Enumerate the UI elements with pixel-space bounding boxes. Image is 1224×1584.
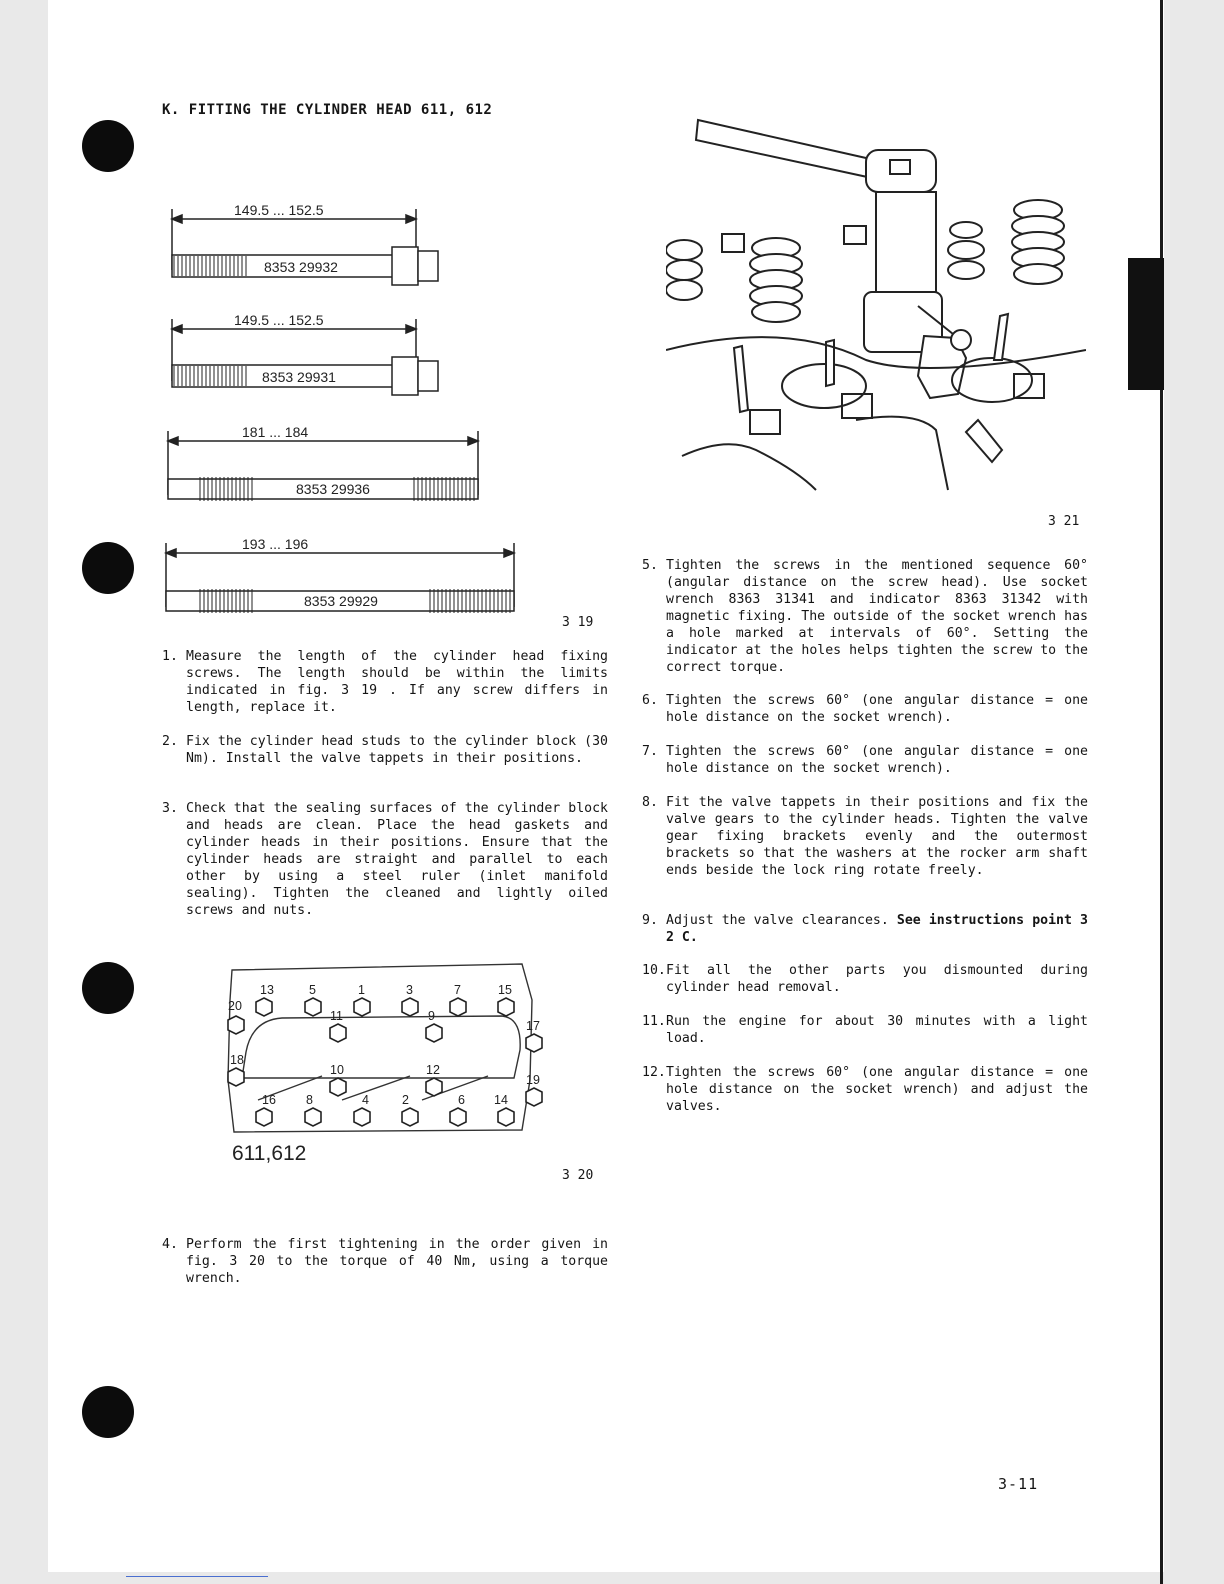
screw-part-number: 8353 29936 [296,481,370,497]
bolt-number: 13 [260,983,274,997]
step-item [162,733,608,767]
step-item [642,794,1088,879]
screw-length-label: 149.5 ... 152.5 [234,312,324,328]
step-text: Tighten the screws 60° (one angular distance = one hole distance on the socket wrench). [666,693,1088,725]
step-text: Adjust the valve clearances. [666,913,889,928]
step-number: 10. [642,963,666,978]
bolt-number: 1 [358,983,365,997]
screw-part-number: 8353 29929 [304,593,378,609]
step-number: 5. [642,558,658,573]
step-number: 7. [642,744,658,759]
step-number: 12. [642,1065,666,1080]
screw-part-number: 8353 29931 [262,369,336,385]
tightening-order-figure [222,960,552,1170]
bolt-number: 8 [306,1093,313,1107]
step-number: 4. [162,1237,178,1252]
step-item [642,1064,1088,1115]
step-item [642,557,1088,676]
section-title: K. FITTING THE CYLINDER HEAD 611, 612 [162,102,493,118]
step-text: Measure the length of the cylinder head fixing screws. The length should be within the limits indicated in fig. 3 19 . If any screw differs in length, replace it. [186,649,608,715]
bolt-number: 11 [330,1009,343,1023]
bolt-number: 18 [230,1053,244,1067]
step-item [642,1013,1088,1047]
bolt-number: 9 [428,1009,435,1023]
bolt-number: 10 [330,1063,344,1077]
figure-caption: 3 21 [1048,514,1080,529]
binder-hole [82,1386,134,1438]
section-thumb-tab [1128,258,1164,390]
step-text: Check that the sealing surfaces of the cylinder block and heads are clean. Place the head gaskets and cylinder heads in their positions. Ensure that the cylinder heads are straight and parallel to each other by using a steel ruler (inlet manifold sealing). Tighten the cleaned and lightly oiled screws and nuts. [186,801,608,918]
step-item [642,692,1088,726]
bolt-number: 16 [262,1093,276,1107]
bolt-number: 6 [458,1093,465,1107]
screw-length-label: 181 ... 184 [242,424,309,440]
bolt-number: 20 [228,999,242,1013]
binder-hole [82,962,134,1014]
step-item [162,648,608,716]
step-text: Perform the first tightening in the order given in fig. 3 20 to the torque of 40 Nm, using a torque wrench. [186,1237,608,1286]
binder-hole [82,120,134,172]
bolt-number: 17 [526,1019,540,1033]
step-item [162,800,608,919]
footer-link-line [126,1576,268,1577]
bolt-number: 5 [309,983,316,997]
step-text: Tighten the screws in the mentioned sequence 60° (angular distance on the screw head). Use socket wrench 8363 31341 and indicator 8363 31342 with magnetic fixing. The outside of the socket wrench has a hole marked at intervals of 60°. Setting the indicator at the holes helps tighten the screw to the correct torque. [666,558,1088,675]
bolt-number: 19 [526,1073,540,1087]
step-text: Tighten the screws 60° (one angular distance = one hole distance on the socket wrench). [666,744,1088,776]
step-text: Fit all the other parts you dismounted during cylinder head removal. [666,963,1088,995]
step-text: Fix the cylinder head studs to the cylinder block (30 Nm). Install the valve tappets in their positions. [186,734,608,766]
page-edge-rule [1160,0,1163,1584]
step-number: 8. [642,795,658,810]
step-number: 3. [162,801,178,816]
binder-hole [82,542,134,594]
step-item [642,962,1088,996]
step-number: 11. [642,1014,666,1029]
step-item [162,1236,608,1287]
bolt-number: 15 [498,983,512,997]
screw-length-label: 193 ... 196 [242,536,309,552]
step-item [642,912,1088,946]
screw-part-number: 8353 29932 [264,259,338,275]
screw-lengths-figure [160,195,530,625]
socket-wrench-figure [666,110,1086,505]
page-number: 3-11 [998,1475,1039,1493]
bolt-number: 14 [494,1093,508,1107]
bolt-number: 12 [426,1063,440,1077]
bolt-number: 4 [362,1093,369,1107]
bolt-number: 7 [454,983,461,997]
step-text: Run the engine for about 30 minutes with a light load. [666,1014,1088,1046]
step-number: 9. [642,913,658,928]
engine-model-label: 611,612 [232,1142,307,1165]
step-number: 1. [162,649,178,664]
step-text: Fit the valve tappets in their positions and fix the valve gears to the cylinder heads. Tighten the valve gear fixing brackets evenly and the outermost brackets so that the washers at the rocker arm shaft ends beside the lock ring rotate freely. [666,795,1088,878]
screw-length-label: 149.5 ... 152.5 [234,202,324,218]
bolt-number: 2 [402,1093,409,1107]
figure-caption: 3 20 [562,1168,594,1183]
figure-caption: 3 19 [562,615,594,630]
bolt-number: 3 [406,983,413,997]
step-reference: See instructions point 3 2 C. [666,913,1088,945]
step-number: 2. [162,734,178,749]
step-item [642,743,1088,777]
step-number: 6. [642,693,658,708]
step-text: Tighten the screws 60° (one angular distance = one hole distance on the socket wrench) and adjust the valves. [666,1065,1088,1114]
